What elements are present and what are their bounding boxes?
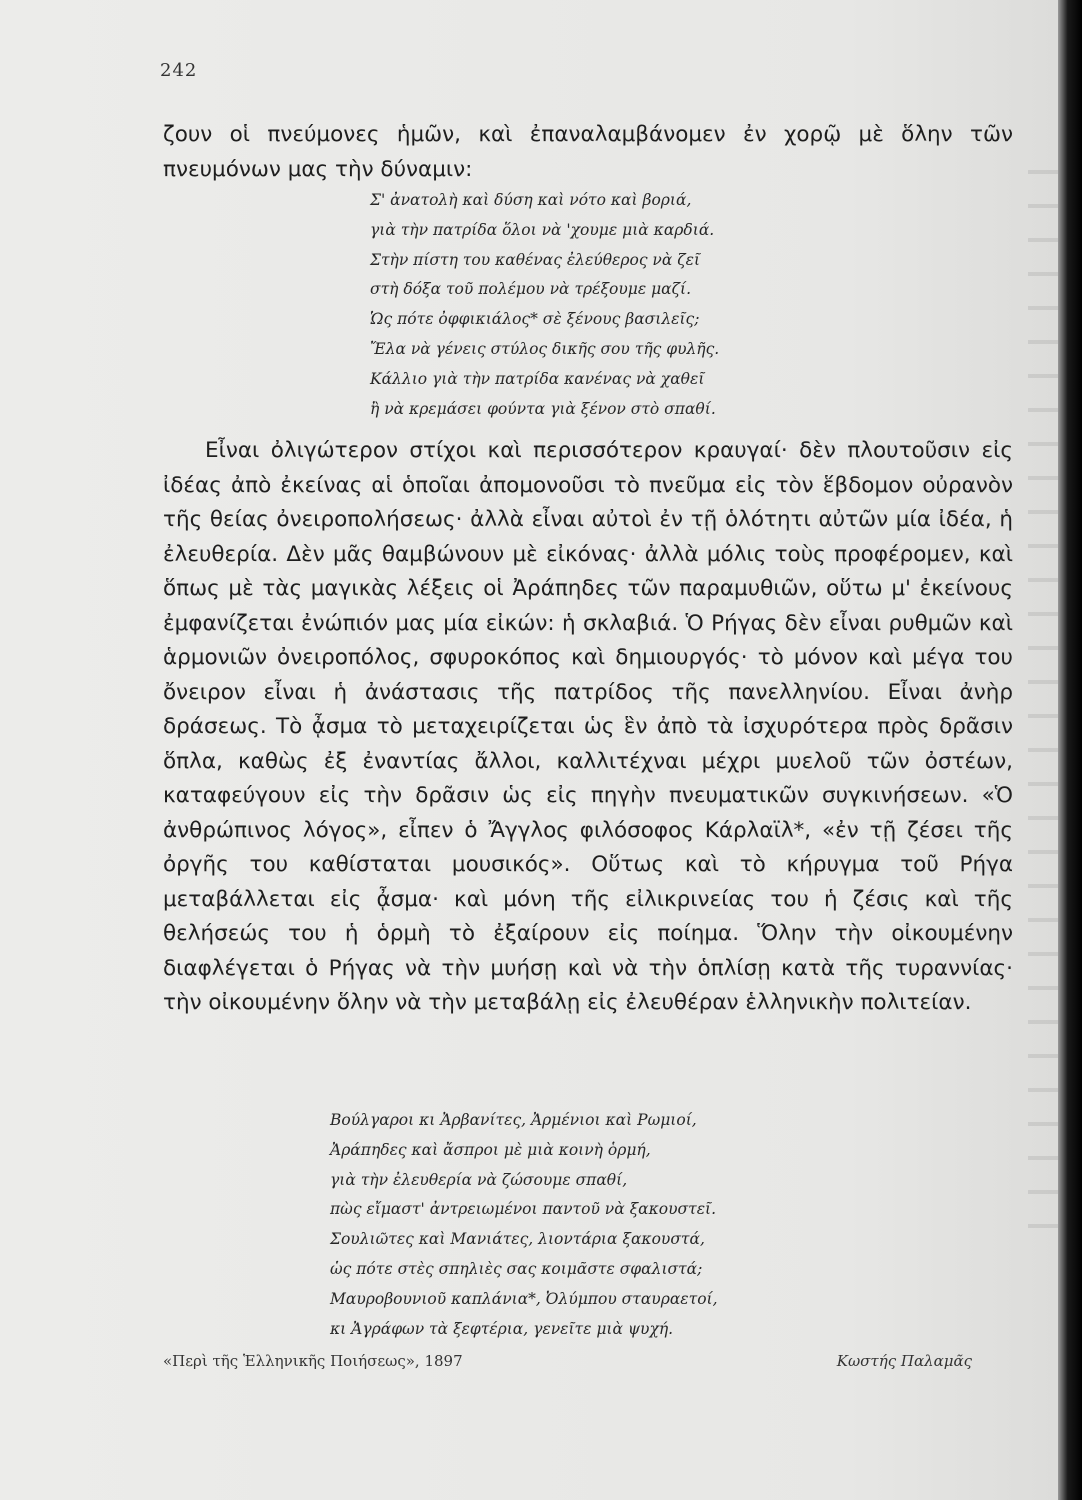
verse-line: Ἀράπηδες καὶ ἄσπροι μὲ μιὰ κοινὴ ὁρμή, [330,1140,651,1159]
bleed-through-text [1028,140,1058,1240]
verse-line: Ὡς πότε ὀφφικιάλος* σὲ ξένους βασιλεῖς; [370,310,700,329]
paragraph-intro: ζουν οἱ πνεύμονες ἡμῶν, καὶ ἐπαναλαμβάνομεν ἐν χορῷ μὲ ὅλην τῶν πνευμόνων μας τὴν δύναμιν: [163,122,1013,182]
verse-line: ἢ νὰ κρεμάσει φούντα γιὰ ξένον στὸ σπαθί. [370,399,716,418]
verse-line: Μαυροβουνιοῦ καπλάνια*, Ὀλύμπου σταυραετοί, [330,1289,718,1308]
verse-line: Σουλιῶτες καὶ Μανιάτες, λιοντάρια ξακουστά, [330,1230,705,1249]
verse-line: Κάλλιο γιὰ τὴν πατρίδα κανένας νὰ χαθεῖ [370,369,705,388]
verse-line: στὴ δόξα τοῦ πολέμου νὰ τρέξουμε μαζί. [370,280,692,299]
verse-line: Σ' ἀνατολὴ καὶ δύση καὶ νότο καὶ βοριά, [370,191,692,209]
verse-line: Βούλγαροι κι Ἀρβανίτες, Ἀρμένιοι καὶ Ρωμιοί, [330,1111,697,1129]
verse-line: γιὰ τὴν πατρίδα ὅλοι νὰ 'χουμε μιὰ καρδιά. [370,220,715,239]
verse-line: κι Ἀγράφων τὰ ξεφτέρια, γενεῖτε μιὰ ψυχή. [330,1319,674,1338]
book-spine-edge [1058,0,1082,1500]
page-number: 242 [160,60,198,81]
verse-line: Στὴν πίστη του καθένας ἐλεύθερος νὰ ζεῖ [370,250,701,269]
verse-line: γιὰ τὴν ἐλευθερία νὰ ζώσουμε σπαθί, [330,1170,628,1189]
poem-stanza-1 [370,186,719,424]
verse-line: ὡς πότε στὲς σπηλιὲς σας κοιμᾶστε σφαλιστά; [330,1259,703,1278]
verse-line: πὼς εἴμαστ' ἀντρειωμένοι παντοῦ νὰ ξακουστεῖ. [330,1200,717,1219]
paragraph-main: Εἶναι ὀλιγώτερον στίχοι καὶ περισσότερον κραυγαί· δὲν πλουτοῦσιν εἰς ἰδέας ἀπὸ ἐκείνας αἱ ὁποῖαι ἀπομονοῦσι τὸ πνεῦμα εἰς τὸν ἕβδομον οὐρανὸν τῆς θείας ὀνειροπολήσεως· ἀλλὰ εἶναι αὐτοὶ ἐν τῇ ὁλότητι αὐτῶν μία ἰδέα, ἡ ἐλευθερία. Δὲν μᾶς θαμβώνουν μὲ εἰκόνας· ἀλλὰ μόλις τοὺς προφέρομεν, καὶ ὅπως μὲ τὰς μαγικὰς λέξεις οἱ Ἀράπηδες τῶν παραμυθιῶν, οὕτω μ' ἐκείνους ἐμφανίζεται ἐνώπιόν μας μία εἰκών: ἡ σκλαβιά. Ὁ Ρήγας δὲν εἶναι ρυθμῶν καὶ ἁρμονιῶν ὀνειροπόλος, σφυροκόπος καὶ δημιουργός· τὸ μόνον καὶ μέγα του ὄνειρον εἶναι ἡ ἀνάστασις τῆς πατρίδος τῆς πανελληνίου. Εἶναι ἀνὴρ δράσεως. Τὸ ᾆσμα τὸ μεταχειρίζεται ὡς ἓν ἀπὸ τὰ ἰσχυρότερα πρὸς δρᾶσιν ὅπλα, καθὼς ἐξ ἐναντίας ἄλλοι, καλλιτέχναι μέχρι μυελοῦ τῶν ὀστέων, καταφεύγουν εἰς τὴν δρᾶσιν ὡς εἰς πηγὴν πνευματικῶν συγκινήσεων. «Ὁ ἀνθρώπινος λόγος», εἶπεν ὁ Ἄγγλος φιλόσοφος Κάρλαϊλ*, «ἐν τῇ ζέσει τῆς ὀργῆς του καθίσταται μουσικός». Οὕτως καὶ τὸ κήρυγμα τοῦ Ρήγα μεταβάλλεται εἰς ᾆσμα· καὶ μόνη τῆς εἰλικρινείας του ἡ ζέσις καὶ τῆς θελήσεώς του ἡ ὁρμὴ τὸ ἐξαίρουν εἰς ποίημα. Ὅλην τὴν οἰκουμένην διαφλέγεται ὁ Ρήγας νὰ τὴν μυήσῃ καὶ νὰ τὴν ὁπλίσῃ κατὰ τῆς τυραννίας· τὴν οἰκουμένην ὅλην νὰ τὴν μεταβάλῃ εἰς ἐλευθέραν ἑλληνικὴν πολιτείαν. [163,438,1013,1015]
source-citation: «Περὶ τῆς Ἑλληνικῆς Ποιήσεως», 1897 [163,1352,463,1370]
verse-line: Ἔλα νὰ γένεις στύλος δικῆς σου τῆς φυλῆς. [370,339,720,358]
poem-stanza-2 [330,1106,718,1344]
author-signature: Κωστής Παλαμᾶς [836,1352,972,1370]
